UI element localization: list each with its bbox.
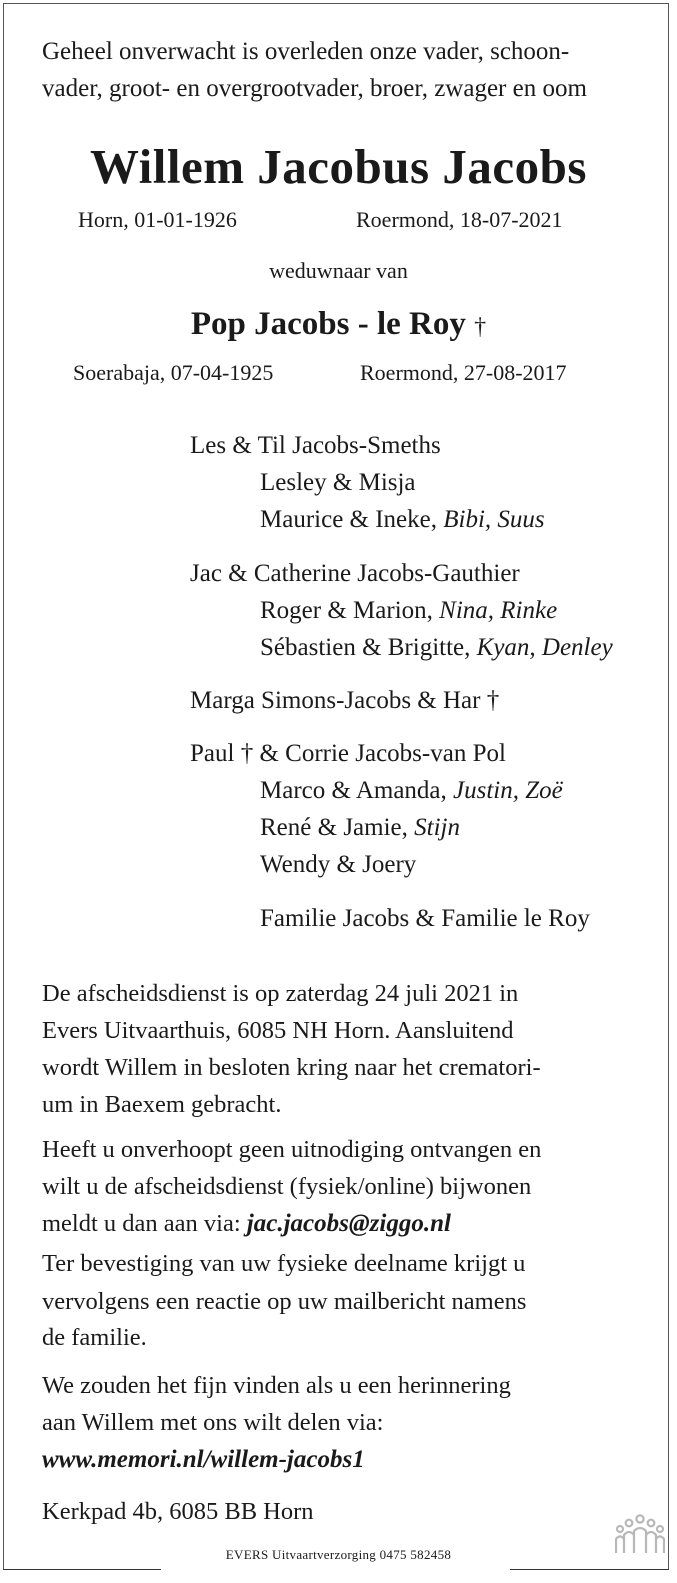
memori-url-link[interactable]: www.memori.nl/willem-jacobs1	[42, 1446, 365, 1473]
memori-line: aan Willem met ons wilt delen via:	[42, 1409, 384, 1436]
widower-text: weduwnaar van	[269, 258, 408, 283]
spouse-birth: Soerabaja, 07-04-1925	[73, 360, 274, 385]
family-child-names: Marco & Amanda,	[260, 777, 447, 804]
invite-line	[42, 1210, 451, 1238]
service-line: De afscheidsdienst is op zaterdag 24 juli 2021 in	[42, 980, 519, 1007]
address: Kerkpad 4b, 6085 BB Horn	[42, 1498, 314, 1525]
family-child-names: Roger & Marion,	[260, 597, 433, 624]
service-line: wordt Willem in besloten kring naar het crematori-	[42, 1054, 541, 1081]
deceased-birth: Horn, 01-01-1926	[78, 207, 237, 232]
family-parents: Les & Til Jacobs-Smeths	[190, 432, 441, 459]
family-grandchildren: Nina, Rinke	[439, 597, 558, 624]
spouse-death: Roermond, 27-08-2017	[360, 360, 567, 385]
family-grandchildren: Bibi, Suus	[443, 506, 545, 533]
family-child	[260, 634, 613, 662]
invite-line: de familie.	[42, 1324, 147, 1351]
invite-line: Heeft u onverhoopt geen uitnodiging ontvangen en	[42, 1136, 542, 1163]
family-child-names: René & Jamie,	[260, 814, 408, 841]
spouse-name-line	[0, 306, 677, 343]
service-line: um in Baexem gebracht.	[42, 1091, 282, 1118]
family-child: Wendy & Joery	[260, 851, 417, 878]
service-line: Evers Uitvaarthuis, 6085 NH Horn. Aansluitend	[42, 1017, 514, 1044]
invite-line: Ter bevestiging van uw fysieke deelname krijgt u	[42, 1250, 526, 1277]
family-parents: Paul † & Corrie Jacobs-van Pol	[190, 740, 506, 767]
footer-undertaker: EVERS Uitvaartverzorging 0475 582458	[225, 1547, 452, 1562]
intro-line-2: vader, groot- en overgrootvader, broer, zwager en oom	[42, 75, 587, 102]
footer-rule-right	[510, 1569, 669, 1570]
family-grandchildren: Justin, Zoë	[453, 777, 563, 804]
email-link[interactable]: jac.jacobs@ziggo.nl	[246, 1210, 451, 1237]
family-child	[260, 597, 557, 625]
family-grandchildren: Stijn	[414, 814, 460, 841]
cross-icon: †	[474, 314, 487, 340]
invite-line: wilt u de afscheidsdienst (fysiek/online) bijwonen	[42, 1173, 532, 1200]
family-parents: Jac & Catherine Jacobs-Gauthier	[190, 560, 520, 587]
invite-line: vervolgens een reactie op uw mailbericht namens	[42, 1288, 527, 1315]
deceased-death: Roermond, 18-07-2021	[356, 207, 563, 232]
deceased-name: Willem Jacobus Jacobs	[90, 139, 587, 194]
family-child	[260, 777, 563, 805]
spouse-name: Pop Jacobs - le Roy	[190, 306, 466, 342]
memori-line: We zouden het fijn vinden als u een herinnering	[42, 1372, 511, 1399]
family-child	[260, 814, 460, 842]
family-child-names: Maurice & Ineke,	[260, 506, 438, 533]
family-grandchildren: Kyan, Denley	[476, 634, 613, 661]
family-parents: Marga Simons-Jacobs & Har †	[190, 687, 500, 714]
extended-family: Familie Jacobs & Familie le Roy	[260, 905, 590, 932]
family-child: Lesley & Misja	[260, 469, 416, 496]
family-child	[260, 506, 545, 534]
invite-register-text: meldt u dan aan via:	[42, 1210, 241, 1237]
intro-line-1: Geheel onverwacht is overleden onze vader, schoon-	[42, 38, 570, 65]
footer-rule-left	[3, 1569, 161, 1570]
family-child-names: Sébastien & Brigitte,	[260, 634, 471, 661]
